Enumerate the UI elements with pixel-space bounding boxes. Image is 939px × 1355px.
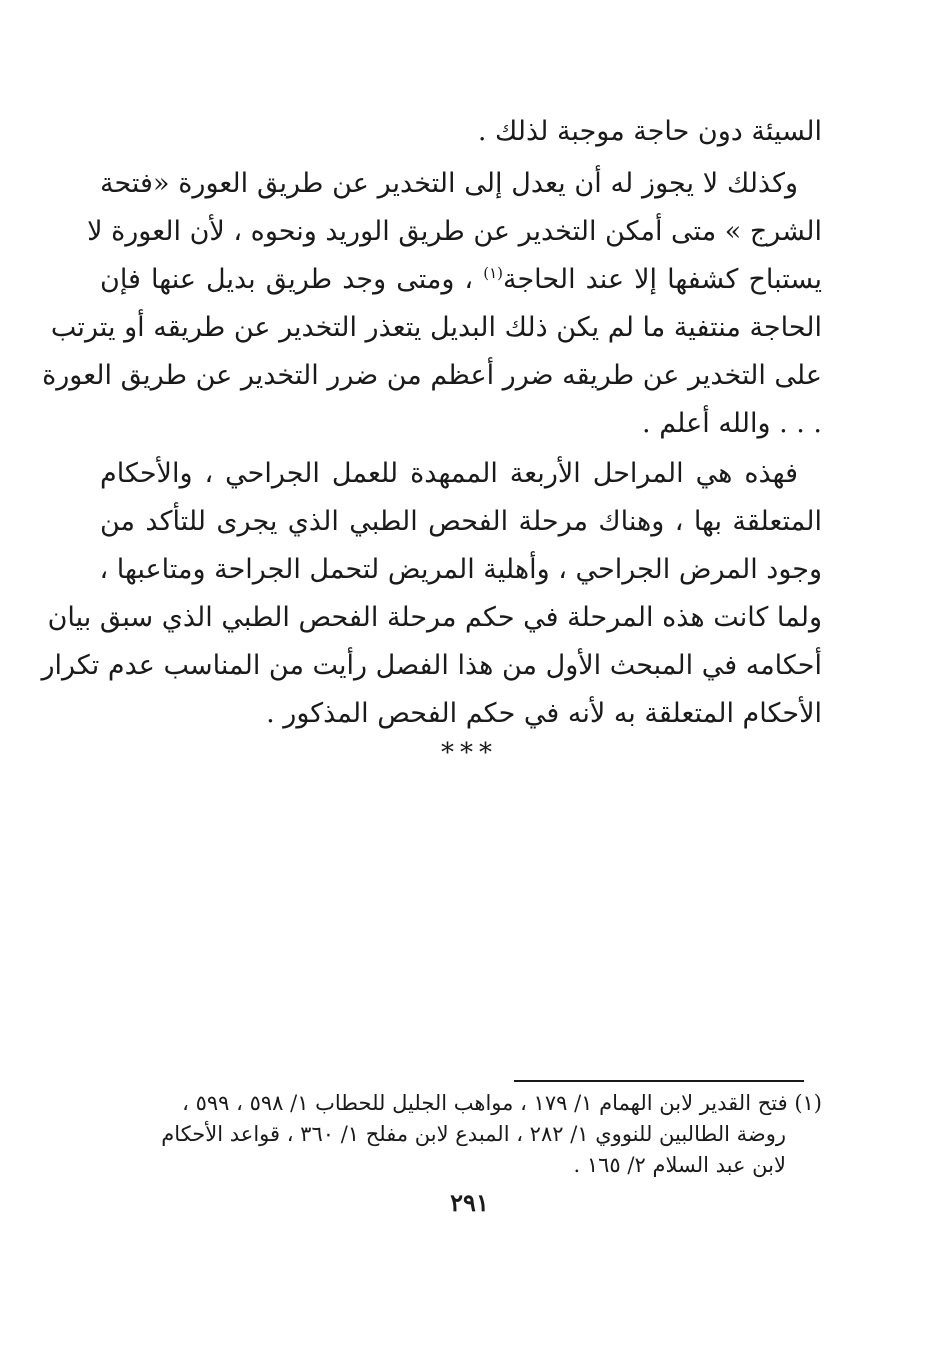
paragraph-2 — [42, 160, 822, 448]
text-line: المتعلقة بها ، وهناك مرحلة الفحص الطبي الذي يجرى للتأكد من — [100, 506, 822, 537]
text-line: وكذلك لا يجوز له أن يعدل إلى التخدير عن طريق العورة «فتحة — [100, 168, 798, 199]
page-number: ٢٩١ — [450, 1188, 489, 1217]
footnote-divider — [514, 1080, 804, 1082]
text-line: أحكامه في المبحث الأول من هذا الفصل رأيت من المناسب عدم تكرار — [41, 650, 822, 681]
text-line: على التخدير عن طريقه ضرر أعظم من ضرر التخدير عن طريق العورة — [42, 360, 822, 391]
text-line: الأحكام المتعلقة به لأنه في حكم الفحص المذكور . — [266, 698, 822, 729]
footnote-reference: (١) — [483, 264, 504, 282]
footnotes — [100, 1088, 822, 1181]
text-line: الحاجة منتفية ما لم يكن ذلك البديل يتعذر التخدير عن طريقه أو يترتب — [50, 312, 822, 343]
text-line: وجود المرض الجراحي ، وأهلية المريض لتحمل الجراحة ومتاعبها ، — [99, 554, 822, 585]
footnote-line: لابن عبد السلام ٢/ ١٦٥ . — [573, 1153, 786, 1177]
paragraph-1 — [100, 108, 822, 156]
footnote-line: روضة الطالبين للنووي ١/ ٢٨٢ ، المبدع لابن مفلح ١/ ٣٦٠ ، قواعد الأحكام — [161, 1122, 786, 1146]
text-line: الشرج » متى أمكن التخدير عن طريق الوريد ونحوه ، لأن العورة لا — [87, 216, 822, 247]
text-line-with-footnote — [100, 256, 822, 304]
text-line: السيئة دون حاجة موجبة لذلك . — [477, 116, 822, 147]
text-line: فهذه هي المراحل الأربعة الممهدة للعمل الجراحي ، والأحكام — [100, 458, 798, 489]
section-separator: *** — [441, 738, 498, 768]
footnote-line: (١) فتح القدير لابن الهمام ١/ ١٧٩ ، مواهب الجليل للحطاب ١/ ٥٩٨ ، ٥٩٩ ، — [182, 1091, 822, 1115]
text-line: ولما كانت هذه المرحلة في حكم مرحلة الفحص الطبي الذي سبق بيان — [47, 602, 822, 633]
text-segment: ، ومتى وجد طريق بديل عنها فإن — [100, 264, 474, 295]
text-line: . . . والله أعلم . — [642, 408, 822, 439]
text-segment: يستباح كشفها إلا عند الحاجة — [503, 264, 822, 295]
paragraph-3 — [41, 450, 822, 738]
